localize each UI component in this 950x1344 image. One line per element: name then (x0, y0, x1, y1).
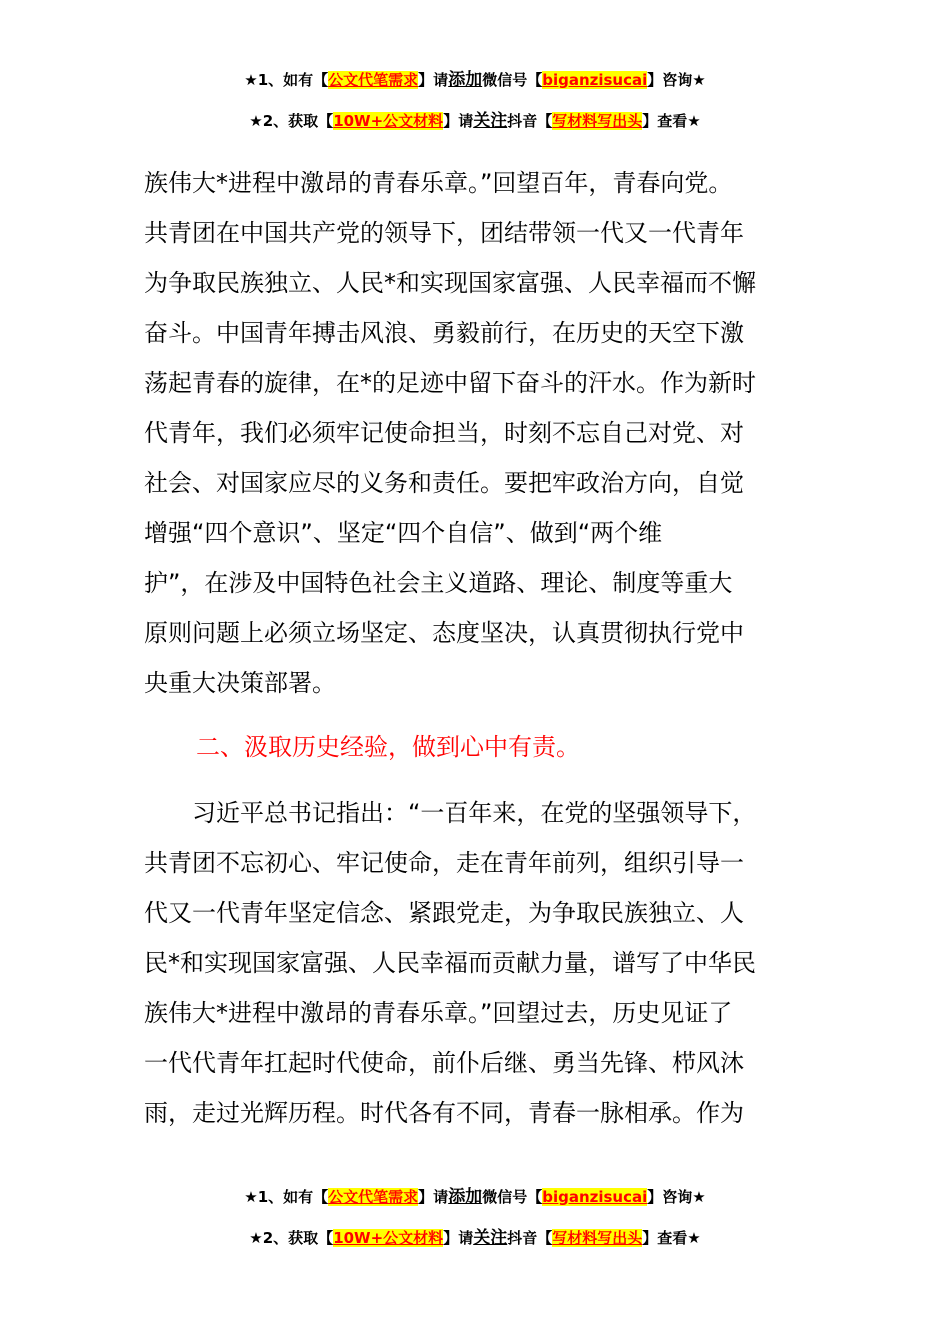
banner-highlight-service: 公文代笔需求 (328, 1188, 419, 1206)
paragraph-line: 奋斗。中国青年搏击风浪、勇毅前行，在历史的天空下激 (144, 319, 744, 347)
banner-text: 微信号【 (482, 71, 543, 89)
bottom-banner-line-1 (0, 1186, 950, 1208)
banner-suffix: 】咨询★ (647, 1188, 706, 1206)
paragraph-line: 族伟大*进程中激昂的青春乐章。”回望过去，历史见证了 (144, 999, 733, 1027)
banner-highlight-douyin-id: 写材料写出头 (552, 112, 643, 130)
paragraph-line: 一代代青年扛起时代使命，前仆后继、勇当先锋、栉风沐 (144, 1049, 744, 1077)
top-banner-line-2 (0, 110, 950, 132)
banner-emphasis: 关注 (473, 1228, 508, 1248)
paragraph-line: 央重大决策部署。 (144, 669, 336, 697)
banner-emphasis: 添加 (448, 1187, 483, 1207)
banner-prefix: ★2、获取【 (249, 1229, 334, 1247)
top-banner-line-1 (0, 69, 950, 91)
paragraph-line: 族伟大*进程中激昂的青春乐章。”回望百年，青春向党。 (144, 169, 733, 197)
banner-highlight-douyin-id: 写材料写出头 (552, 1229, 643, 1247)
paragraph-line: 共青团在中国共产党的领导下，团结带领一代又一代青年 (144, 219, 744, 247)
paragraph-2 (144, 788, 824, 1138)
banner-suffix: 】查看★ (642, 112, 701, 130)
banner-text: 】请 (443, 112, 474, 130)
paragraph-line: 荡起青春的旋律，在*的足迹中留下奋斗的汗水。作为新时 (144, 369, 756, 397)
paragraph-line: 为争取民族独立、人民*和实现国家富强、人民幸福而不懈 (144, 269, 756, 297)
banner-emphasis: 添加 (448, 70, 483, 90)
paragraph-line: 社会、对国家应尽的义务和责任。要把牢政治方向，自觉 (144, 469, 744, 497)
paragraph-line: 民*和实现国家富强、人民幸福而贡献力量，谱写了中华民 (144, 949, 756, 977)
bottom-banner-line-2 (0, 1227, 950, 1249)
banner-suffix: 】查看★ (642, 1229, 701, 1247)
banner-emphasis: 关注 (473, 111, 508, 131)
banner-text: 】请 (418, 1188, 449, 1206)
banner-text: 抖音【 (507, 1229, 553, 1247)
banner-suffix: 】咨询★ (647, 71, 706, 89)
paragraph-line: 原则问题上必须立场坚定、态度坚决，认真贯彻执行党中 (144, 619, 744, 647)
banner-prefix: ★1、如有【 (244, 1188, 329, 1206)
banner-highlight-materials: 10W+公文材料 (333, 1229, 444, 1247)
banner-text: 抖音【 (507, 112, 553, 130)
paragraph-line: 护”，在涉及中国特色社会主义道路、理论、制度等重大 (144, 569, 733, 597)
paragraph-line: 增强“四个意识”、坚定“四个自信”、做到“两个维 (144, 519, 663, 547)
paragraph-line: 代青年，我们必须牢记使命担当，时刻不忘自己对党、对 (144, 419, 744, 447)
banner-text: 微信号【 (482, 1188, 543, 1206)
paragraph-line: 雨，走过光辉历程。时代各有不同，青春一脉相承。作为 (144, 1099, 744, 1127)
banner-highlight-service: 公文代笔需求 (328, 71, 419, 89)
banner-highlight-wechat-id: biganzisucai (542, 71, 648, 89)
banner-highlight-materials: 10W+公文材料 (333, 112, 444, 130)
paragraph-line: 共青团不忘初心、牢记使命，走在青年前列，组织引导一 (144, 849, 744, 877)
banner-prefix: ★1、如有【 (244, 71, 329, 89)
paragraph-1 (144, 158, 824, 708)
banner-highlight-wechat-id: biganzisucai (542, 1188, 648, 1206)
paragraph-line: 代又一代青年坚定信念、紧跟党走，为争取民族独立、人 (144, 899, 744, 927)
banner-text: 】请 (418, 71, 449, 89)
banner-text: 】请 (443, 1229, 474, 1247)
banner-prefix: ★2、获取【 (249, 112, 334, 130)
section-heading: 二、汲取历史经验，做到心中有责。 (196, 733, 580, 761)
paragraph-line: 习近平总书记指出：“一百年来，在党的坚强领导下， (144, 799, 757, 827)
